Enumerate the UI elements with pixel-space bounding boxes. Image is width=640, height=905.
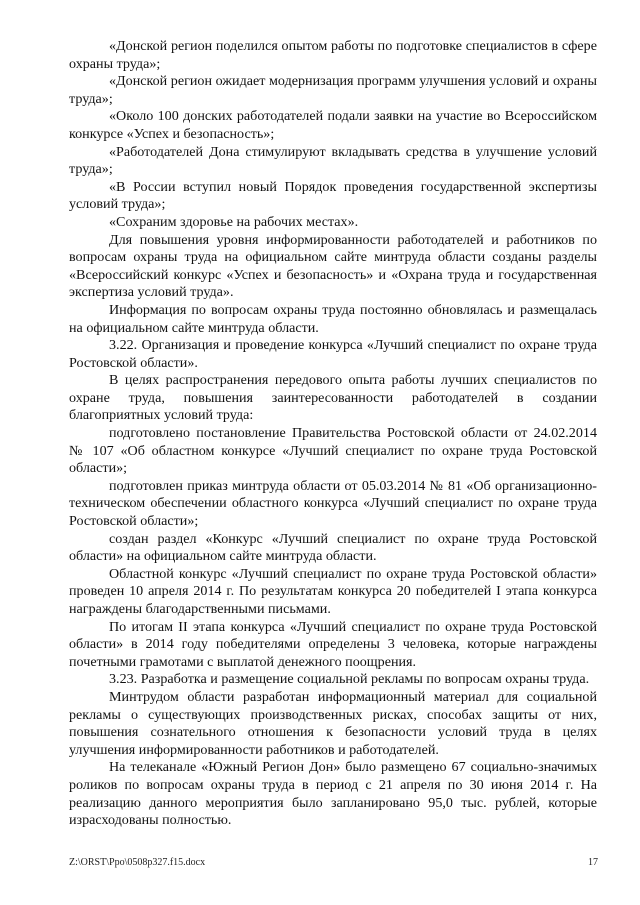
section-heading-3-23: 3.23. Разработка и размещение социальной рекламы по вопросам охраны труда. — [109, 671, 590, 688]
paragraph-news-title-4: «Работодателей Дона стимулируют вкладывать средства в улучшение условий труда»; — [69, 143, 597, 178]
section-heading-3-22: 3.22. Организация и проведение конкурса «Лучший специалист по охране труда Ростовской области». — [69, 337, 597, 371]
footer-file-path: Z:\ORST\Ppo\0508p327.f15.docx — [69, 857, 206, 868]
paragraph-stage-two-results: По итогам II этапа конкурса «Лучший специалист по охране труда Ростовской области» в 2014 году победителями определены 3 человека, которые награждены почетными грамотами с выплатой денежного поощрения. — [69, 618, 597, 670]
paragraph-news-title-5: «В России вступил новый Порядок проведения государственной экспертизы условий труда»; — [69, 178, 597, 213]
paragraph-contest-goals: В целях распространения передового опыта работы лучших специалистов по охране труда, повышения заинтересованности работодателей в создании благоприятных условий труда: — [69, 372, 597, 424]
paragraph-news-title-6: «Сохраним здоровье на рабочих местах». — [109, 213, 359, 230]
paragraph-social-ad-material: Минтрудом области разработан информационный материал для социальной рекламы о существующих производственных рисках, способах защиты от них, повышения сознательного отношения к безопасности условий труда в целях улучшения информированности работников и работодателей. — [69, 688, 597, 758]
paragraph-tv-campaign: На телеканале «Южный Регион Дон» было размещено 67 социально-значимых роликов по вопросам охраны труда в период с 21 апреля по 30 июня 2014 г. На реализацию данного мероприятия было запланировано 95,0 тыс. рублей, которые израсходованы полностью. — [69, 759, 597, 829]
paragraph-contest-held: Областной конкурс «Лучший специалист по охране труда Ростовской области» проведен 10 апреля 2014 г. По результатам конкурса 20 победителей I этапа конкурса награждены благодарственными письмами. — [69, 565, 597, 617]
list-item-resolution: подготовлено постановление Правительства Ростовской области от 24.02.2014 № 107 «Об областном конкурсе «Лучший специалист по охране труда Ростовской области»; — [69, 425, 597, 477]
paragraph-news-title-2: «Донской регион ожидает модернизация программ улучшения условий и охраны труда»; — [69, 73, 597, 107]
paragraph-news-title-1: «Донской регион поделился опытом работы по подготовке специалистов в сфере охраны труда»; — [69, 38, 597, 72]
list-item-order: подготовлен приказ минтруда области от 05.03.2014 № 81 «Об организационно-техническом обеспечении областного конкурса «Лучший специалист по охране труда Ростовской области»; — [69, 477, 597, 530]
document-body — [69, 38, 597, 830]
list-item-website-section: создан раздел «Конкурс «Лучший специалист по охране труда Ростовской области» на официальном сайте минтруда области. — [69, 530, 597, 565]
footer-page-number: 17 — [588, 857, 598, 868]
paragraph-info-updates: Информация по вопросам охраны труда постоянно обновлялась и размещалась на официальном сайте минтруда области. — [69, 301, 597, 336]
paragraph-news-title-3: «Около 100 донских работодателей подали заявки на участие во Всероссийском конкурсе «Успех и безопасность»; — [69, 108, 597, 142]
paragraph-website-sections: Для повышения уровня информированности работодателей и работников по вопросам охраны труда на официальном сайте минтруда области созданы разделы «Всероссийский конкурс «Успех и безопасность» и «Охрана труда и государственная экспертиза условий труда». — [69, 231, 597, 301]
